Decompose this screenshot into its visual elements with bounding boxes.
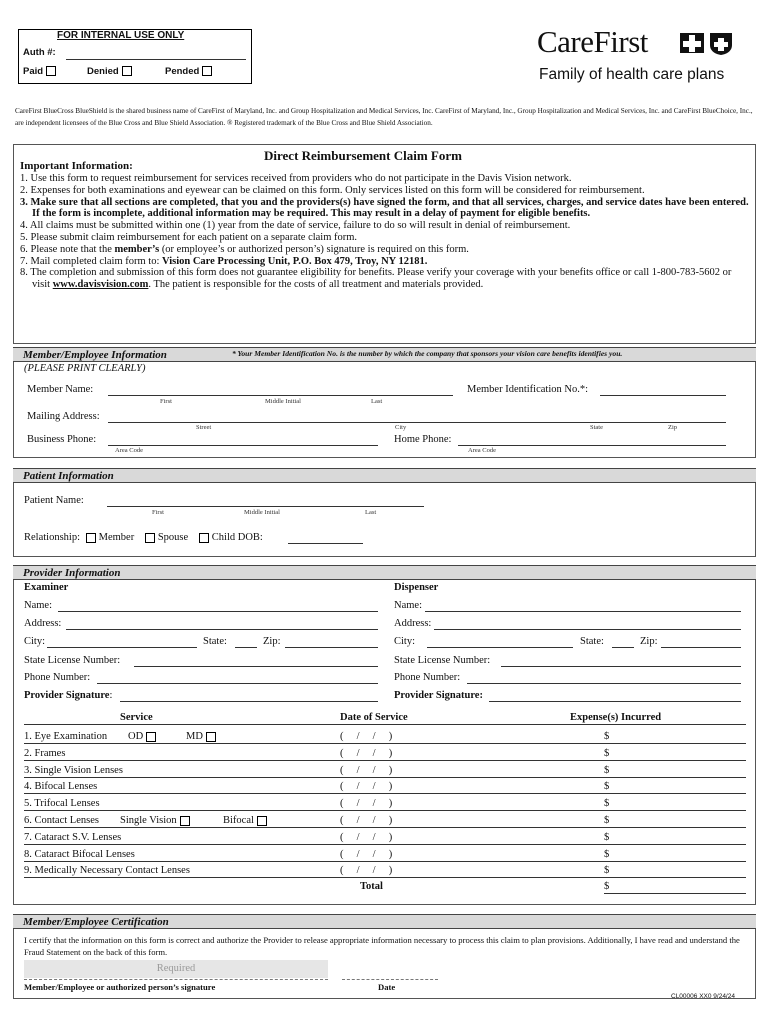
service-column-header: Service [120,712,153,723]
date-caption: Date [378,982,396,992]
service-expense-input[interactable] [614,798,744,810]
important-item-6: 6. Please note that the member’s (or employee’s or authorized person’s) signature is required on this form. [20,243,469,255]
service-option [186,731,219,742]
member-checkbox[interactable] [86,533,96,543]
patient-middle-caption: Middle Initial [244,509,280,516]
important-item-4: 4. All claims must be submitted within one (1) year from the date of service, failure to do so will result in denial of reimbursement. [20,220,571,232]
form-code: CL00006 XX0 9/24/24 [671,993,735,1000]
member-heading: Member/Employee Information [23,349,167,361]
service-dollar: $ [604,831,610,843]
service-label: 7. Cataract S.V. Lenses [24,831,122,843]
important-item-7: 7. Mail completed claim form to: Vision Care Processing Unit, P.O. Box 479, Troy, NY 12181. [20,255,428,267]
service-label: 1. Eye Examination [24,731,108,742]
date-column-header: Date of Service [340,712,408,723]
auth-number-field[interactable] [66,59,246,60]
service-date-input[interactable]: ( / / ) [340,831,393,843]
patient-name-label: Patient Name: [24,495,84,506]
certification-text: I certify that the information on this form is correct and authorize the Provider to release appropriate information necessary to process this claim to plan provisions. Additionally, I have read and understand the Fraud Statement on the back of this form. [24,935,740,957]
member-signature-input[interactable]: Required [24,960,328,978]
service-expense-input[interactable] [614,832,744,844]
examiner-name-label: Name: [24,600,52,611]
important-list [20,173,750,291]
mailing-address-input[interactable] [108,422,726,423]
dispenser-state-input[interactable] [612,647,634,648]
service-dollar: $ [604,865,610,877]
service-expense-input[interactable] [614,748,744,760]
dispenser-heading: Dispenser [394,582,439,593]
services-header-rule [24,724,746,725]
member-id-note: * Your Member Identification No. is the number by which the company that sponsors your vision care benefits identifies you. [232,349,623,358]
state-caption: State [590,424,603,431]
service-option-label: Single Vision [120,815,177,826]
service-row-rule [24,877,746,878]
dispenser-address-input[interactable] [434,629,741,630]
service-date-input[interactable]: ( / / ) [340,747,393,759]
service-date-input[interactable]: ( / / ) [340,798,393,810]
dispenser-zip-label: Zip: [640,636,658,647]
signature-caption: Member/Employee or authorized person’s signature [24,982,216,992]
examiner-name-input[interactable] [58,611,378,612]
service-label: 5. Trifocal Lenses [24,798,100,810]
logo-tagline: Family of health care plans [539,66,725,83]
service-date-input[interactable]: ( / / ) [340,815,393,826]
member-last-caption: Last [371,398,383,405]
service-date-input[interactable]: ( / / ) [340,865,393,877]
paid-label: Paid [23,66,44,77]
service-label: 4. Bifocal Lenses [24,781,98,793]
logo-wordmark: CareFirst [537,24,648,59]
service-label: 9. Medically Necessary Contact Lenses [24,865,190,877]
service-row-rule [24,760,746,761]
expense-column-header: Expense(s) Incurred [570,712,662,723]
dispenser-name-input[interactable] [425,611,741,612]
internal-use-box [18,29,252,84]
examiner-state-input[interactable] [235,647,257,648]
service-option-checkbox[interactable] [257,816,267,826]
internal-use-title: FOR INTERNAL USE ONLY [57,30,185,41]
service-expense-input[interactable] [614,731,744,743]
dispenser-zip-input[interactable] [661,647,741,648]
business-area-code-caption: Area Code [115,447,143,454]
service-option [223,815,270,826]
service-dollar: $ [604,731,610,742]
provider-section-header [13,565,756,580]
provider-heading: Provider Information [23,567,121,579]
service-dollar: $ [604,815,610,826]
certification-heading: Member/Employee Certification [23,916,169,928]
patient-first-caption: First [152,509,164,516]
pended-label: Pended [165,66,200,77]
member-option-label: Member [98,532,135,543]
spouse-option-label: Spouse [157,532,189,543]
service-expense-input[interactable] [614,849,744,861]
examiner-phone-input[interactable] [97,683,378,684]
home-area-code-caption: Area Code [468,447,496,454]
service-date-input[interactable]: ( / / ) [340,731,393,742]
child-checkbox[interactable] [199,533,209,543]
examiner-state-label: State: [203,636,227,647]
service-row-rule [24,743,746,744]
service-dollar: $ [604,747,610,759]
examiner-address-label: Address: [24,618,62,629]
business-phone-input[interactable] [108,445,378,446]
relationship-label: Relationship: [24,532,80,543]
important-info-box [13,144,756,344]
spouse-checkbox[interactable] [145,533,155,543]
denied-checkbox[interactable] [122,66,132,76]
patient-last-caption: Last [365,509,377,516]
mailing-address-label: Mailing Address: [27,411,100,422]
patient-section-header [13,468,756,483]
important-item-5: 5. Please submit claim reimbursement for each patient on a separate claim form. [20,231,358,243]
dispenser-license-input[interactable] [501,666,741,667]
important-heading: Important Information: [20,160,133,172]
signature-rule [24,979,328,980]
dispenser-name-label: Name: [394,600,422,611]
dispenser-state-label: State: [580,636,604,647]
pended-checkbox[interactable] [202,66,212,76]
zip-caption: Zip [668,424,678,431]
examiner-signature-label: Provider Signature: [24,690,113,701]
service-dollar: $ [604,848,610,860]
business-phone-label: Business Phone: [27,434,97,445]
service-expense-input[interactable] [614,781,744,793]
street-caption: Street [196,424,212,431]
home-phone-input[interactable] [458,445,726,446]
dispenser-signature-input[interactable] [489,701,741,702]
service-option [128,731,159,742]
examiner-city-input[interactable] [47,647,197,648]
paid-checkbox[interactable] [46,66,56,76]
service-dollar: $ [604,764,610,776]
total-input[interactable] [604,893,746,894]
service-option-label: Bifocal [223,815,254,826]
service-option-checkbox[interactable] [146,732,156,742]
member-name-input[interactable] [108,395,453,396]
child-dob-input[interactable] [288,543,363,544]
service-label: 3. Single Vision Lenses [24,764,123,776]
total-label: Total [360,881,383,892]
examiner-city-label: City: [24,636,46,647]
service-label: 6. Contact Lenses [24,815,99,826]
service-dollar: $ [604,798,610,810]
dispenser-phone-input[interactable] [467,683,741,684]
service-option-checkbox[interactable] [180,816,190,826]
dispenser-signature-label: Provider Signature: [394,690,483,701]
service-row-rule [24,861,746,862]
service-option-label: OD [128,731,144,742]
service-label: 2. Frames [24,747,66,759]
service-date-input[interactable]: ( / / ) [340,848,393,860]
service-dollar: $ [604,781,610,793]
member-id-input[interactable] [600,395,726,396]
home-phone-label: Home Phone: [394,434,452,445]
service-row-rule [24,793,746,794]
examiner-license-label: State License Number: [24,655,121,666]
examiner-zip-label: Zip: [263,636,281,647]
service-option [120,815,193,826]
member-name-label: Member Name: [27,384,94,395]
service-row-rule [24,827,746,828]
member-middle-caption: Middle Initial [265,398,301,405]
disclaimer-text: CareFirst BlueCross BlueShield is the shared business name of CareFirst of Maryland, Inc. and Group Hospitalization and Medical Services, Inc. CareFirst of Maryland, Inc., Group Hospitalization and Medical Services, Inc. and CareFirst BlueChoice, Inc., are independent licensees of the Blue Cross and Blue Shield Association. ® Registered trademark of the Blue Cross and Blue Shield Association. [15,107,753,127]
davisvision-link[interactable]: www.davisvision.com [52,279,149,291]
child-dob-label: Child DOB: [211,532,263,543]
important-item-8: 8. The completion and submission of this form does not guarantee eligibility for benefits. Please verify your coverage with your benefits office or call 1-800-783-5602 or visit www.davisvision.com. The patient is responsible for the costs of all treatment and materials provided. [20,267,732,291]
examiner-signature-input[interactable] [120,701,378,702]
examiner-address-input[interactable] [66,629,378,630]
important-item-3: 3. Make sure that all sections are completed, that you and the providers(s) have signed the form, and that all services, charges, and service dates have been entered. If the form is incomplete, additional information may be required. This may result in a delay of payment for eligible benefits. [20,196,749,220]
patient-heading: Patient Information [23,470,114,482]
certification-section-header [13,914,756,929]
patient-name-input[interactable] [107,506,424,507]
examiner-heading: Examiner [24,582,69,593]
print-clearly-note: (PLEASE PRINT CLEARLY) [24,363,146,374]
service-label: 8. Cataract Bifocal Lenses [24,848,135,860]
form-title: Direct Reimbursement Claim Form [264,148,462,163]
dispenser-city-label: City: [394,636,416,647]
service-row-rule [24,810,746,811]
auth-label: Auth #: [23,47,56,58]
dispenser-city-input[interactable] [427,647,573,648]
service-option-checkbox[interactable] [206,732,216,742]
member-id-label: Member Identification No.*: [467,384,589,395]
blue-cross-blue-shield-icon [678,30,736,56]
service-date-input[interactable]: ( / / ) [340,781,393,793]
examiner-phone-label: Phone Number: [24,672,91,683]
service-date-input[interactable]: ( / / ) [340,764,393,776]
important-item-1: 1. Use this form to request reimbursement for services received from providers who do not participate in the Davis Vision network. [20,173,572,184]
date-input[interactable] [342,979,438,980]
service-row-rule [24,844,746,845]
service-expense-input[interactable] [614,815,744,827]
city-caption: City [395,424,407,431]
examiner-zip-input[interactable] [285,647,378,648]
service-expense-input[interactable] [614,765,744,777]
dispenser-license-label: State License Number: [394,655,491,666]
service-row-rule [24,777,746,778]
dispenser-phone-label: Phone Number: [394,672,461,683]
examiner-license-input[interactable] [134,666,378,667]
service-option-label: MD [186,731,203,742]
member-first-caption: First [160,398,172,405]
relationship-row [24,532,263,543]
total-dollar: $ [604,881,610,892]
important-item-2: 2. Expenses for both examinations and eyewear can be claimed on this form. Only services listed on this form will be considered for reimbursement. [20,184,645,196]
denied-label: Denied [87,66,119,77]
carefirst-logo [537,24,747,94]
dispenser-address-label: Address: [394,618,432,629]
service-expense-input[interactable] [614,865,744,877]
